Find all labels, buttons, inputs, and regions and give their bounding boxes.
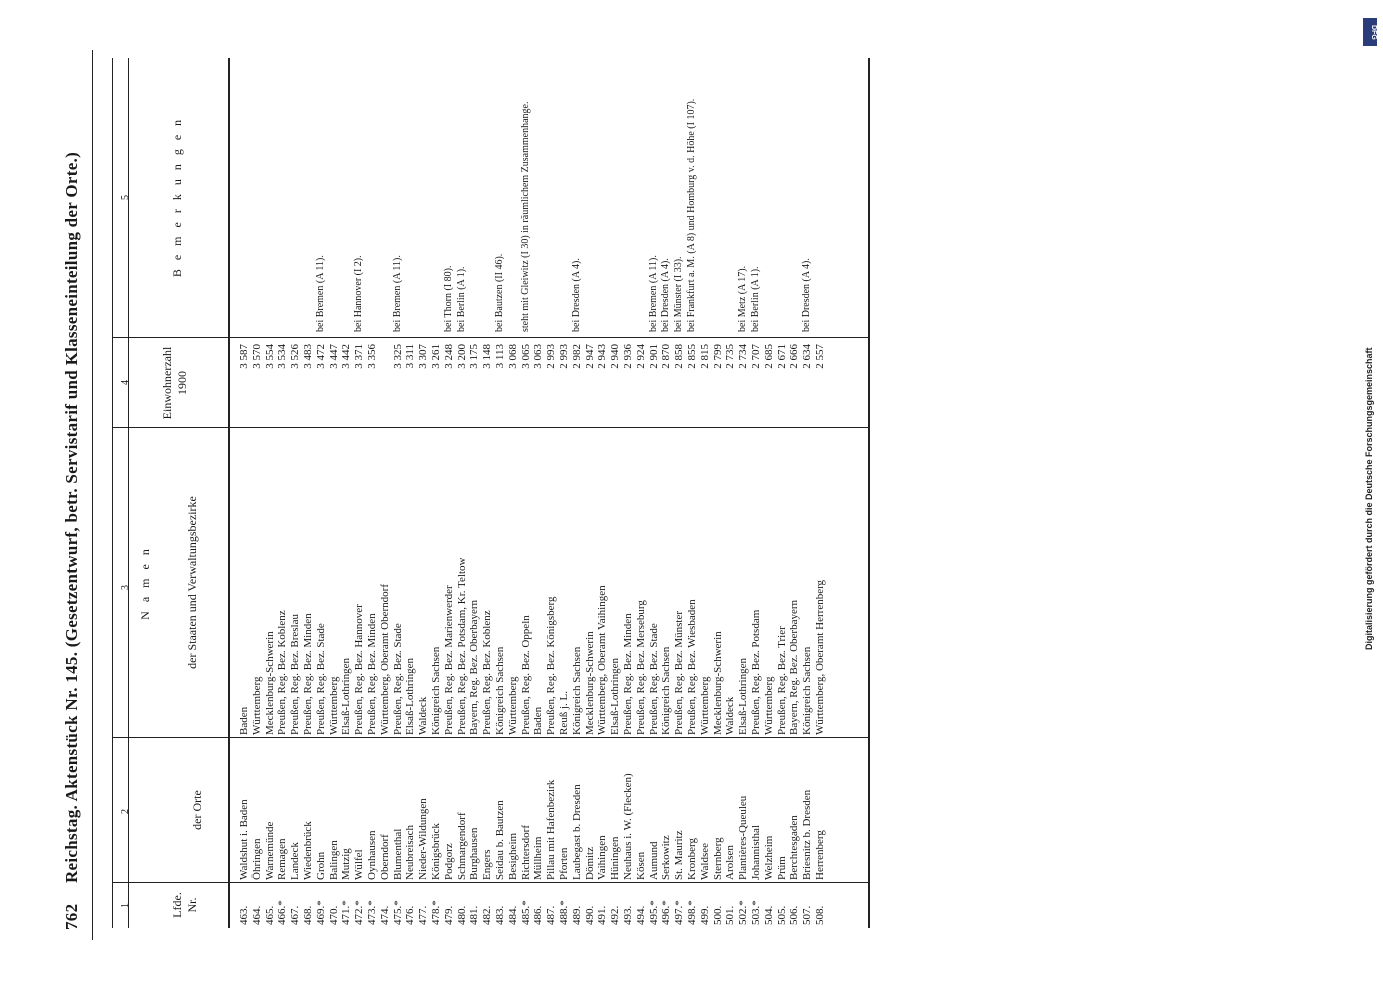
table-row [481, 58, 493, 1000]
row-number: 496.* [660, 900, 673, 925]
population: 3 472 [314, 344, 327, 369]
table-row [353, 58, 365, 1000]
row-number: 467. [289, 905, 302, 925]
table-row [788, 58, 800, 1000]
state-district: Württemberg, Oberamt Vaihingen [596, 585, 609, 735]
place-name: Schmargendorf [455, 812, 468, 880]
population: 3 113 [494, 344, 506, 369]
place-name: Landeck [289, 842, 302, 880]
state-district: Preußen, Reg. Bez. Münster [673, 610, 686, 735]
table-row [763, 58, 775, 1000]
state-district: Preußen, Reg. Bez. Minden [622, 613, 634, 735]
place-name: Besigheim [506, 832, 519, 880]
row-number: 464. [250, 905, 263, 925]
population: 3 534 [276, 344, 289, 369]
place-name: Neuhaus i. W. (Flecken) [622, 773, 634, 880]
table-row [558, 58, 570, 1000]
population: 2 993 [545, 344, 558, 369]
colnum-3: 3 [120, 585, 131, 590]
place-name: Wiedenbrück [302, 821, 314, 880]
remark: bei Berlin (A 1). [750, 266, 761, 332]
place-name: Waldshut i. Baden [238, 799, 250, 880]
row-number: 500. [711, 905, 724, 925]
row-number: 495.* [647, 900, 660, 925]
population: 3 175 [468, 344, 481, 369]
population: 3 371 [353, 344, 366, 369]
row-number: 475.* [391, 900, 404, 925]
table-row [238, 58, 250, 1000]
colnum-2: 2 [120, 809, 131, 814]
table-row [251, 58, 263, 1000]
place-name: Prüm [775, 856, 788, 880]
state-district: Preußen, Reg. Bez. Stade [391, 623, 404, 735]
state-district: Königreich Sachsen [660, 646, 673, 735]
state-district: Württemberg, Oberamt Herrenberg [814, 579, 826, 735]
population: 3 065 [519, 344, 532, 369]
col-staaten: der Staaten und Verwaltungsbezirke [185, 496, 199, 669]
place-name: Remagen [276, 838, 289, 880]
state-district: Preußen, Reg. Bez. Stade [647, 623, 660, 735]
footer-strip [1360, 10, 1382, 990]
place-name: St. Mauritz [673, 830, 686, 880]
state-district: Württemberg [327, 676, 340, 735]
remark: bei Bremen (A 11). [314, 255, 326, 332]
population: 2 855 [686, 344, 698, 369]
place-name: Engers [481, 849, 494, 880]
row-number: 463. [238, 905, 250, 925]
place-name: Grohn [314, 851, 327, 880]
population: 3 570 [250, 344, 263, 369]
remark: steht mit Gleiwitz (I 30) in räumlichem Zusammenhange. [519, 101, 531, 332]
place-name: Herrenberg [814, 830, 826, 880]
place-name: Richtersdorf [519, 825, 532, 880]
row-number: 504. [762, 905, 775, 925]
row-number: 489. [570, 905, 583, 925]
state-district: Württemberg, Oberamt Oberndorf [378, 584, 391, 735]
state-district: Preußen, Reg. Bez. Minden [302, 613, 314, 735]
colnum-4: 4 [120, 380, 131, 385]
population: 3 148 [481, 344, 494, 369]
population: 2 685 [762, 344, 775, 369]
row-number: 506. [788, 905, 801, 925]
state-district: Preußen, Reg. Bez. Hannover [353, 604, 366, 735]
row-number: 468. [302, 905, 314, 925]
state-district: Preußen, Reg. Bez. Minden [366, 613, 378, 735]
row-number: 472.* [353, 900, 366, 925]
state-district: Württemberg [250, 676, 263, 735]
population: 2 815 [698, 344, 711, 369]
population: 2 924 [634, 344, 647, 369]
state-district: Württemberg [698, 676, 711, 735]
population: 2 707 [750, 344, 762, 369]
table-row [264, 58, 276, 1000]
table-row [673, 58, 685, 1000]
row-number: 479. [442, 905, 455, 925]
colnum-rule [128, 58, 129, 928]
row-number: 466.* [276, 900, 289, 925]
place-name: Welzheim [762, 835, 775, 880]
row-number: 471.* [340, 900, 353, 925]
state-district: Elsaß-Lothringen [404, 658, 417, 735]
state-district: Baden [532, 706, 545, 735]
place-name: Warnemünde [263, 821, 276, 880]
population: 3 063 [532, 344, 545, 369]
table-row [404, 58, 416, 1000]
place-name: Blumenthal [391, 828, 404, 880]
row-number: 501. [724, 905, 737, 925]
state-district: Bayern, Reg. Bez. Oberbayern [468, 599, 481, 735]
state-district: Elsaß-Lothringen [340, 658, 353, 735]
remark: bei Berlin (A 1). [455, 266, 467, 332]
place-name: Neubreisach [404, 825, 417, 880]
table-row [737, 58, 749, 1000]
state-district: Preußen, Reg. Bez. Trier [775, 626, 788, 735]
remark: bei Hannover (I 2). [353, 255, 365, 332]
population: 3 325 [391, 344, 404, 369]
table-row [494, 58, 506, 1000]
remark: bei Dresden (A 4). [570, 258, 582, 332]
state-district: Königreich Sachsen [570, 646, 583, 735]
state-district: Preußen, Reg. Bez. Oppeln [519, 615, 532, 735]
state-district: Preußen, Reg. Bez. Merseburg [634, 600, 647, 735]
population: 3 311 [404, 344, 417, 369]
place-name: Berchtesgaden [788, 815, 801, 880]
population: 2 634 [801, 344, 814, 369]
row-number: 476. [404, 905, 417, 925]
row-number: 493. [622, 905, 634, 925]
table-row [366, 58, 378, 1000]
place-name: Balingen [327, 840, 340, 880]
place-name: Johannisthal [750, 825, 762, 880]
population: 3 442 [340, 344, 353, 369]
table-row [532, 58, 544, 1000]
footer-text: Digitalisierung gefördert durch die Deutsche Forschungsgemeinschaft [1364, 347, 1374, 650]
row-number: 469.* [314, 900, 327, 925]
place-name: Hüningen [609, 836, 622, 880]
population: 3 261 [430, 344, 442, 369]
population: 3 307 [417, 344, 430, 369]
table-row [712, 58, 724, 1000]
population: 2 557 [814, 344, 826, 369]
place-name: Pforten [558, 847, 570, 880]
header-bottom-rule [228, 58, 230, 928]
population: 2 940 [609, 344, 622, 369]
row-number: 498.* [686, 900, 698, 925]
place-name: Burghausen [468, 827, 481, 880]
state-district: Bayern, Reg. Bez. Oberbayern [788, 599, 801, 735]
population: 2 799 [711, 344, 724, 369]
place-name: Öhringen [250, 838, 263, 880]
table-row [520, 58, 532, 1000]
place-name: Dömitz [583, 847, 596, 880]
remark: bei Dresden (A 4). [660, 258, 672, 332]
state-district: Mecklenburg-Schwerin [583, 631, 596, 735]
state-district: Reuß j. L. [558, 691, 570, 735]
state-district: Preußen, Reg. Bez. Marienwerder [442, 585, 455, 735]
population: 2 734 [737, 344, 750, 369]
row-number: 505. [775, 905, 788, 925]
page-number: 762 [62, 903, 81, 930]
population: 3 587 [238, 344, 250, 369]
table-row [635, 58, 647, 1000]
row-number: 482. [481, 905, 494, 925]
table-row [417, 58, 429, 1000]
row-number: 491. [596, 905, 609, 925]
population: 3 483 [302, 344, 314, 369]
state-district: Elsaß-Lothringen [609, 658, 622, 735]
population: 2 735 [724, 344, 737, 369]
place-name: Briesnitz b. Dresden [801, 789, 814, 880]
table-row [622, 58, 634, 1000]
table-row [340, 58, 352, 1000]
row-number: 486. [532, 905, 545, 925]
place-name: Seidau b. Bautzen [494, 800, 506, 880]
state-district: Mecklenburg-Schwerin [263, 631, 276, 735]
header-rule [92, 50, 93, 940]
state-district: Elsaß-Lothringen [737, 658, 750, 735]
remark: bei Bremen (A 11). [647, 255, 659, 332]
table-row [456, 58, 468, 1000]
place-name: Arolsen [724, 845, 737, 880]
population: 3 554 [263, 344, 276, 369]
state-district: Waldeck [724, 696, 737, 735]
place-name: Aumund [647, 841, 660, 880]
row-number: 478.* [430, 900, 442, 925]
row-number: 507. [801, 905, 814, 925]
table-row [276, 58, 288, 1000]
table-row [443, 58, 455, 1000]
col-lfd: Lfde. Nr. [170, 892, 199, 918]
population: 2 901 [647, 344, 660, 369]
row-number: 470. [327, 905, 340, 925]
state-district: Königreich Sachsen [494, 646, 506, 735]
row-number: 488.* [558, 900, 570, 925]
population: 3 068 [506, 344, 519, 369]
place-name: Plantières-Queuleu [737, 795, 750, 880]
colnum-1: 1 [120, 903, 131, 908]
row-number: 502.* [737, 900, 750, 925]
table-row [686, 58, 698, 1000]
table-row [430, 58, 442, 1000]
state-district: Württemberg [506, 676, 519, 735]
state-district: Preußen, Reg. Bez. Koblenz [481, 610, 494, 735]
table-bottom-rule [868, 58, 870, 928]
state-district: Preußen, Reg. Bez. Breslau [289, 614, 302, 735]
row-number: 497.* [673, 900, 686, 925]
table-row [801, 58, 813, 1000]
row-number: 499. [698, 905, 711, 925]
table-row [379, 58, 391, 1000]
table-row [507, 58, 519, 1000]
place-name: Kösen [634, 851, 647, 880]
state-district: Preußen, Reg. Bez. Stade [314, 623, 327, 735]
place-name: Nieder-Wildungen [417, 798, 430, 880]
row-number: 483. [494, 905, 506, 925]
row-number: 508. [814, 905, 826, 925]
place-name: Serkowitz [660, 835, 673, 880]
population: 3 447 [327, 344, 340, 369]
place-name: Waldsee [698, 843, 711, 880]
population: 2 870 [660, 344, 673, 369]
population: 2 943 [596, 344, 609, 369]
table-row [776, 58, 788, 1000]
table-row [584, 58, 596, 1000]
table-row [609, 58, 621, 1000]
state-district: Baden [238, 706, 250, 735]
table-row [289, 58, 301, 1000]
population: 2 858 [673, 344, 686, 369]
col-einwohner: Einwohnerzahl 1900 [160, 346, 189, 420]
population: 2 666 [788, 344, 801, 369]
place-name: Sternberg [711, 837, 724, 880]
table-row [814, 58, 826, 1000]
table-row [328, 58, 340, 1000]
place-name: Wülfel [353, 849, 366, 880]
population: 2 982 [570, 344, 583, 369]
place-name: Vaihingen [596, 835, 609, 880]
table-row [648, 58, 660, 1000]
remark: bei Frankfurt a. M. (A 8) und Homburg v. d. Höhe (I 107). [686, 98, 697, 332]
state-district: Königreich Sachsen [801, 646, 814, 735]
table-row [724, 58, 736, 1000]
state-district: Waldeck [417, 696, 430, 735]
row-number: 503.* [750, 900, 762, 925]
colnum-5: 5 [120, 195, 131, 200]
col-namen: N a m e n [138, 546, 152, 620]
state-district: Preußen, Reg. Bez. Koblenz [276, 610, 289, 735]
place-name: Laubegast b. Dresden [570, 784, 583, 880]
remark: bei Münster (I 33). [673, 256, 685, 332]
state-district: Mecklenburg-Schwerin [711, 631, 724, 735]
place-name: Kronberg [686, 838, 698, 880]
state-district: Württemberg [762, 676, 775, 735]
dfg-logo: DFG [1363, 18, 1377, 46]
col-orte: der Orte [190, 790, 204, 830]
table-row [660, 58, 672, 1000]
row-number: 490. [583, 905, 596, 925]
row-number: 481. [468, 905, 481, 925]
table-row [699, 58, 711, 1000]
remark: bei Bremen (A 11). [391, 255, 403, 332]
remark: bei Metz (A 17). [737, 265, 749, 332]
population: 2 936 [622, 344, 634, 369]
population: 2 993 [558, 344, 570, 369]
place-name: Oberndorf [378, 834, 391, 880]
table-row [315, 58, 327, 1000]
remark: bei Bautzen (II 46). [494, 253, 505, 332]
remark: bei Thorn (I 80). [442, 265, 454, 332]
table-row [302, 58, 314, 1000]
place-name: Oynhausen [366, 830, 378, 880]
population: 2 947 [583, 344, 596, 369]
page-header [62, 152, 82, 930]
row-number: 477. [417, 905, 430, 925]
population: 3 356 [366, 344, 378, 369]
place-name: Podgorz [442, 843, 455, 880]
table-row [392, 58, 404, 1000]
place-name: Pillau mit Hafenbezirk [545, 779, 558, 880]
population: 3 248 [442, 344, 455, 369]
place-name: Königsbrück [430, 823, 442, 880]
table-row [596, 58, 608, 1000]
header-title: Reichstag. Aktenstück Nr. 145. (Gesetzentwurf, betr. Servistarif und Klasseneinteilung der Orte.) [62, 151, 81, 884]
row-number: 484. [506, 905, 519, 925]
row-number: 492. [609, 905, 622, 925]
col-bemerkungen: B e m e r k u n g e n [170, 116, 184, 278]
table-row [571, 58, 583, 1000]
population: 2 671 [775, 344, 788, 369]
place-name: Mutzig [340, 848, 353, 880]
table-top-rule [112, 58, 113, 928]
population: 3 200 [455, 344, 468, 369]
state-district: Preußen, Reg. Bez. Wiesbaden [686, 599, 698, 735]
row-number: 494. [634, 905, 647, 925]
table-row [545, 58, 557, 1000]
state-district: Königreich Sachsen [430, 646, 442, 735]
row-number: 474. [378, 905, 391, 925]
row-number: 465. [263, 905, 276, 925]
row-number: 480. [455, 905, 468, 925]
state-district: Preußen, Reg. Bez. Königsberg [545, 596, 558, 735]
table-row [750, 58, 762, 1000]
row-number: 473.* [366, 900, 378, 925]
row-number: 487. [545, 905, 558, 925]
place-name: Müllheim [532, 836, 545, 880]
table-row [468, 58, 480, 1000]
remark: bei Dresden (A 4). [801, 258, 813, 332]
population: 3 526 [289, 344, 302, 369]
row-number: 485.* [519, 900, 532, 925]
state-district: Preußen, Reg. Bez. Potsdam, Kr. Teltow [455, 557, 468, 735]
state-district: Preußen, Reg. Bez. Potsdam [750, 609, 762, 735]
